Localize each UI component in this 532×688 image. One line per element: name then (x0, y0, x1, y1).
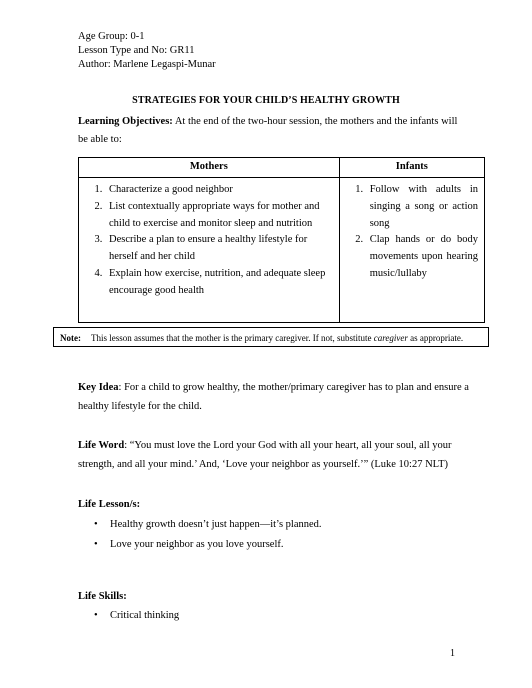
page-number: 1 (450, 648, 455, 659)
header-mothers: Mothers (79, 158, 340, 178)
list-item: 2. Clap hands or do body movements upon hearing music/lullaby (366, 232, 478, 282)
list-item: 2. List contextually appropriate ways for mother and child to exercise and monitor sleep and nutrition (105, 199, 333, 233)
list-item: • Love your neighbor as you love yourself. (110, 535, 322, 555)
key-idea (78, 378, 478, 417)
life-lessons-list (92, 515, 322, 556)
life-skills-heading: Life Skills: (78, 591, 127, 602)
life-lessons-heading: Life Lesson/s: (78, 499, 141, 510)
note-text-end: as appropriate. (407, 333, 464, 343)
note-italic-term: caregiver (373, 333, 408, 343)
list-item: 4. Explain how exercise, nutrition, and adequate sleep encourage good health (105, 266, 333, 300)
note-text: This lesson assumes that the mother is the primary caregiver. If not, substitute (91, 333, 374, 343)
life-skills-list (92, 606, 179, 626)
objectives-label: Learning Objectives: (78, 116, 173, 127)
mothers-cell (79, 178, 340, 323)
infants-cell (339, 178, 484, 323)
life-word-label: Life Word (78, 440, 125, 451)
author: Author: Marlene Legaspi-Munar (78, 59, 216, 71)
note-label: Note: (60, 333, 81, 343)
key-idea-label: Key Idea (78, 382, 119, 393)
header-infants: Infants (339, 158, 484, 178)
list-item: • Critical thinking (110, 606, 179, 626)
learning-objectives (78, 113, 468, 150)
objectives-table (78, 157, 485, 323)
list-item: • Healthy growth doesn’t just happen—it’s planned. (110, 515, 322, 535)
key-idea-text: : For a child to grow healthy, the mother/primary caregiver has to plan and ensure a healthy lifestyle for the child. (78, 382, 469, 413)
age-group: Age Group: 0-1 (78, 31, 145, 42)
life-word-text: : “You must love the Lord your God with all your heart, all your soul, all your strength, and all your mind.’ And, ‘Love your neighbor as yourself.’” (Luke 10:27 NLT) (78, 440, 452, 471)
objectives-text: At the end of the two-hour session, the mothers and the infants will be able to: (78, 116, 458, 146)
lesson-header (78, 30, 216, 73)
list-item: 3. Describe a plan to ensure a healthy lifestyle for herself and her child (105, 232, 333, 266)
lesson-type: Lesson Type and No: GR11 (78, 45, 195, 57)
list-item: 1. Characterize a good neighbor (105, 182, 333, 199)
note-box (53, 327, 489, 347)
document-title: STRATEGIES FOR YOUR CHILD’S HEALTHY GROWTH (132, 95, 400, 106)
list-item: 1. Follow with adults in singing a song or action song (366, 182, 478, 232)
life-word (78, 436, 483, 475)
